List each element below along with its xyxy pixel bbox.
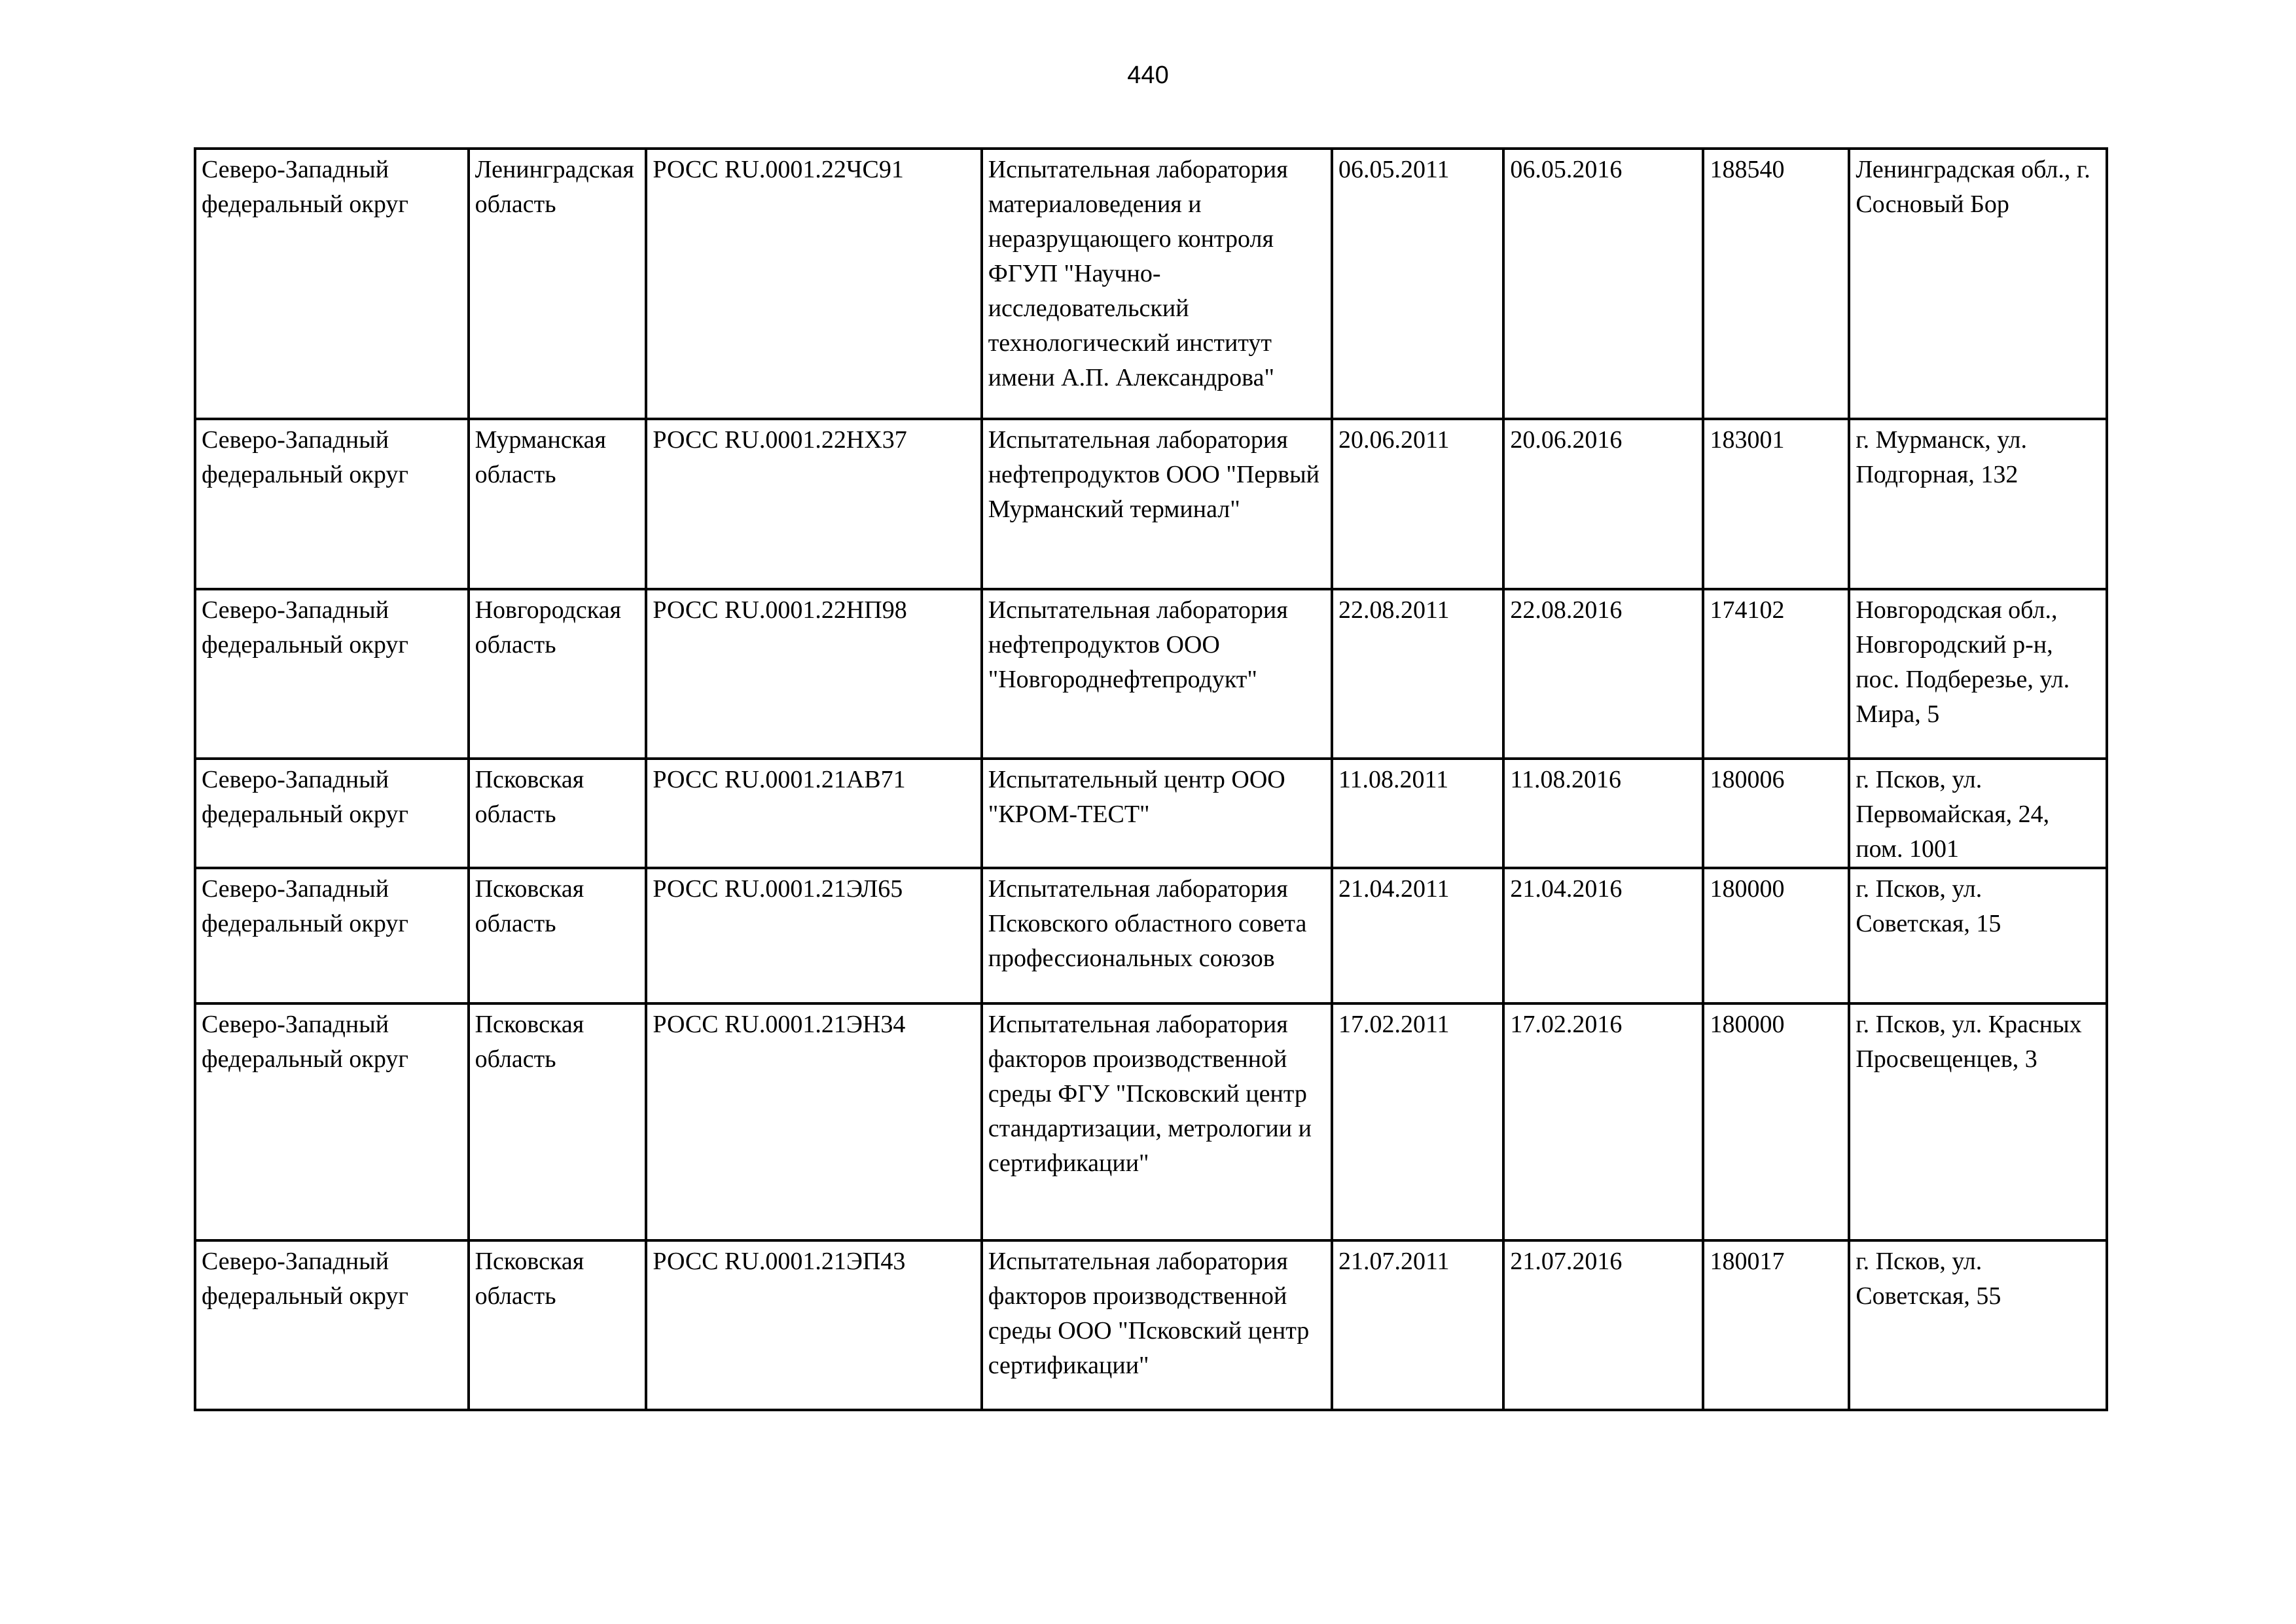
address-cell: г. Псков, ул. Первомайская, 24, пом. 1001 <box>1849 759 2107 868</box>
postcode-cell: 183001 <box>1703 419 1849 589</box>
address-cell: г. Мурманск, ул. Подгорная, 132 <box>1849 419 2107 589</box>
district-cell: Северо-Западный федеральный округ <box>195 589 469 759</box>
date-start-cell: 22.08.2011 <box>1332 589 1503 759</box>
postcode-cell: 180017 <box>1703 1240 1849 1410</box>
table-row <box>195 149 2107 419</box>
date-end-cell: 21.07.2016 <box>1503 1240 1703 1410</box>
table-row <box>195 868 2107 1003</box>
date-end-cell: 21.04.2016 <box>1503 868 1703 1003</box>
certificate-cell: РОСС RU.0001.21ЭЛ65 <box>646 868 981 1003</box>
district-cell: Северо-Западный федеральный округ <box>195 1240 469 1410</box>
date-end-cell: 11.08.2016 <box>1503 759 1703 868</box>
date-end-cell: 22.08.2016 <box>1503 589 1703 759</box>
laboratory-cell: Испытательная лаборатория материаловедения и неразрущающего контроля ФГУП "Научно-исследовательский технологический институт имени А.П. Александрова" <box>982 149 1332 419</box>
date-start-cell: 20.06.2011 <box>1332 419 1503 589</box>
date-start-cell: 21.07.2011 <box>1332 1240 1503 1410</box>
laboratory-registry-table <box>194 147 2108 1411</box>
postcode-cell: 180000 <box>1703 1003 1849 1240</box>
table-row <box>195 589 2107 759</box>
postcode-cell: 180006 <box>1703 759 1849 868</box>
laboratory-cell: Испытательная лаборатория нефтепродуктов ООО "Первый Мурманский терминал" <box>982 419 1332 589</box>
certificate-cell: РОСС RU.0001.21АВ71 <box>646 759 981 868</box>
certificate-cell: РОСС RU.0001.22НП98 <box>646 589 981 759</box>
district-cell: Северо-Западный федеральный округ <box>195 419 469 589</box>
district-cell: Северо-Западный федеральный округ <box>195 868 469 1003</box>
page-number: 440 <box>1127 62 1169 89</box>
date-start-cell: 21.04.2011 <box>1332 868 1503 1003</box>
address-cell: г. Псков, ул. Советская, 15 <box>1849 868 2107 1003</box>
certificate-cell: РОСС RU.0001.22ЧС91 <box>646 149 981 419</box>
laboratory-cell: Испытательный центр ООО "КРОМ-ТЕСТ" <box>982 759 1332 868</box>
address-cell: г. Псков, ул. Советская, 55 <box>1849 1240 2107 1410</box>
region-cell: Псковская область <box>469 1240 647 1410</box>
region-cell: Новгородская область <box>469 589 647 759</box>
district-cell: Северо-Западный федеральный округ <box>195 759 469 868</box>
address-cell: Новгородская обл., Новгородский р-н, пос. Подберезье, ул. Мира, 5 <box>1849 589 2107 759</box>
district-cell: Северо-Западный федеральный округ <box>195 149 469 419</box>
certificate-cell: РОСС RU.0001.21ЭП43 <box>646 1240 981 1410</box>
region-cell: Псковская область <box>469 868 647 1003</box>
date-end-cell: 06.05.2016 <box>1503 149 1703 419</box>
date-end-cell: 20.06.2016 <box>1503 419 1703 589</box>
date-start-cell: 17.02.2011 <box>1332 1003 1503 1240</box>
region-cell: Мурманская область <box>469 419 647 589</box>
date-start-cell: 06.05.2011 <box>1332 149 1503 419</box>
table-row <box>195 1003 2107 1240</box>
address-cell: Ленинградская обл., г. Сосновый Бор <box>1849 149 2107 419</box>
certificate-cell: РОСС RU.0001.22НХ37 <box>646 419 981 589</box>
date-start-cell: 11.08.2011 <box>1332 759 1503 868</box>
address-cell: г. Псков, ул. Красных Просвещенцев, 3 <box>1849 1003 2107 1240</box>
table-row <box>195 759 2107 868</box>
laboratory-cell: Испытательная лаборатория факторов производственной среды ФГУ "Псковский центр стандартизации, метрологии и сертификации" <box>982 1003 1332 1240</box>
postcode-cell: 174102 <box>1703 589 1849 759</box>
laboratory-cell: Испытательная лаборатория факторов производственной среды ООО "Псковский центр сертификации" <box>982 1240 1332 1410</box>
laboratory-cell: Испытательная лаборатория Псковского областного совета профессиональных союзов <box>982 868 1332 1003</box>
region-cell: Псковская область <box>469 1003 647 1240</box>
table-row <box>195 1240 2107 1410</box>
region-cell: Ленинградская область <box>469 149 647 419</box>
postcode-cell: 188540 <box>1703 149 1849 419</box>
district-cell: Северо-Западный федеральный округ <box>195 1003 469 1240</box>
table-row <box>195 419 2107 589</box>
region-cell: Псковская область <box>469 759 647 868</box>
laboratory-cell: Испытательная лаборатория нефтепродуктов ООО "Новгороднефтепродукт" <box>982 589 1332 759</box>
postcode-cell: 180000 <box>1703 868 1849 1003</box>
certificate-cell: РОСС RU.0001.21ЭН34 <box>646 1003 981 1240</box>
date-end-cell: 17.02.2016 <box>1503 1003 1703 1240</box>
